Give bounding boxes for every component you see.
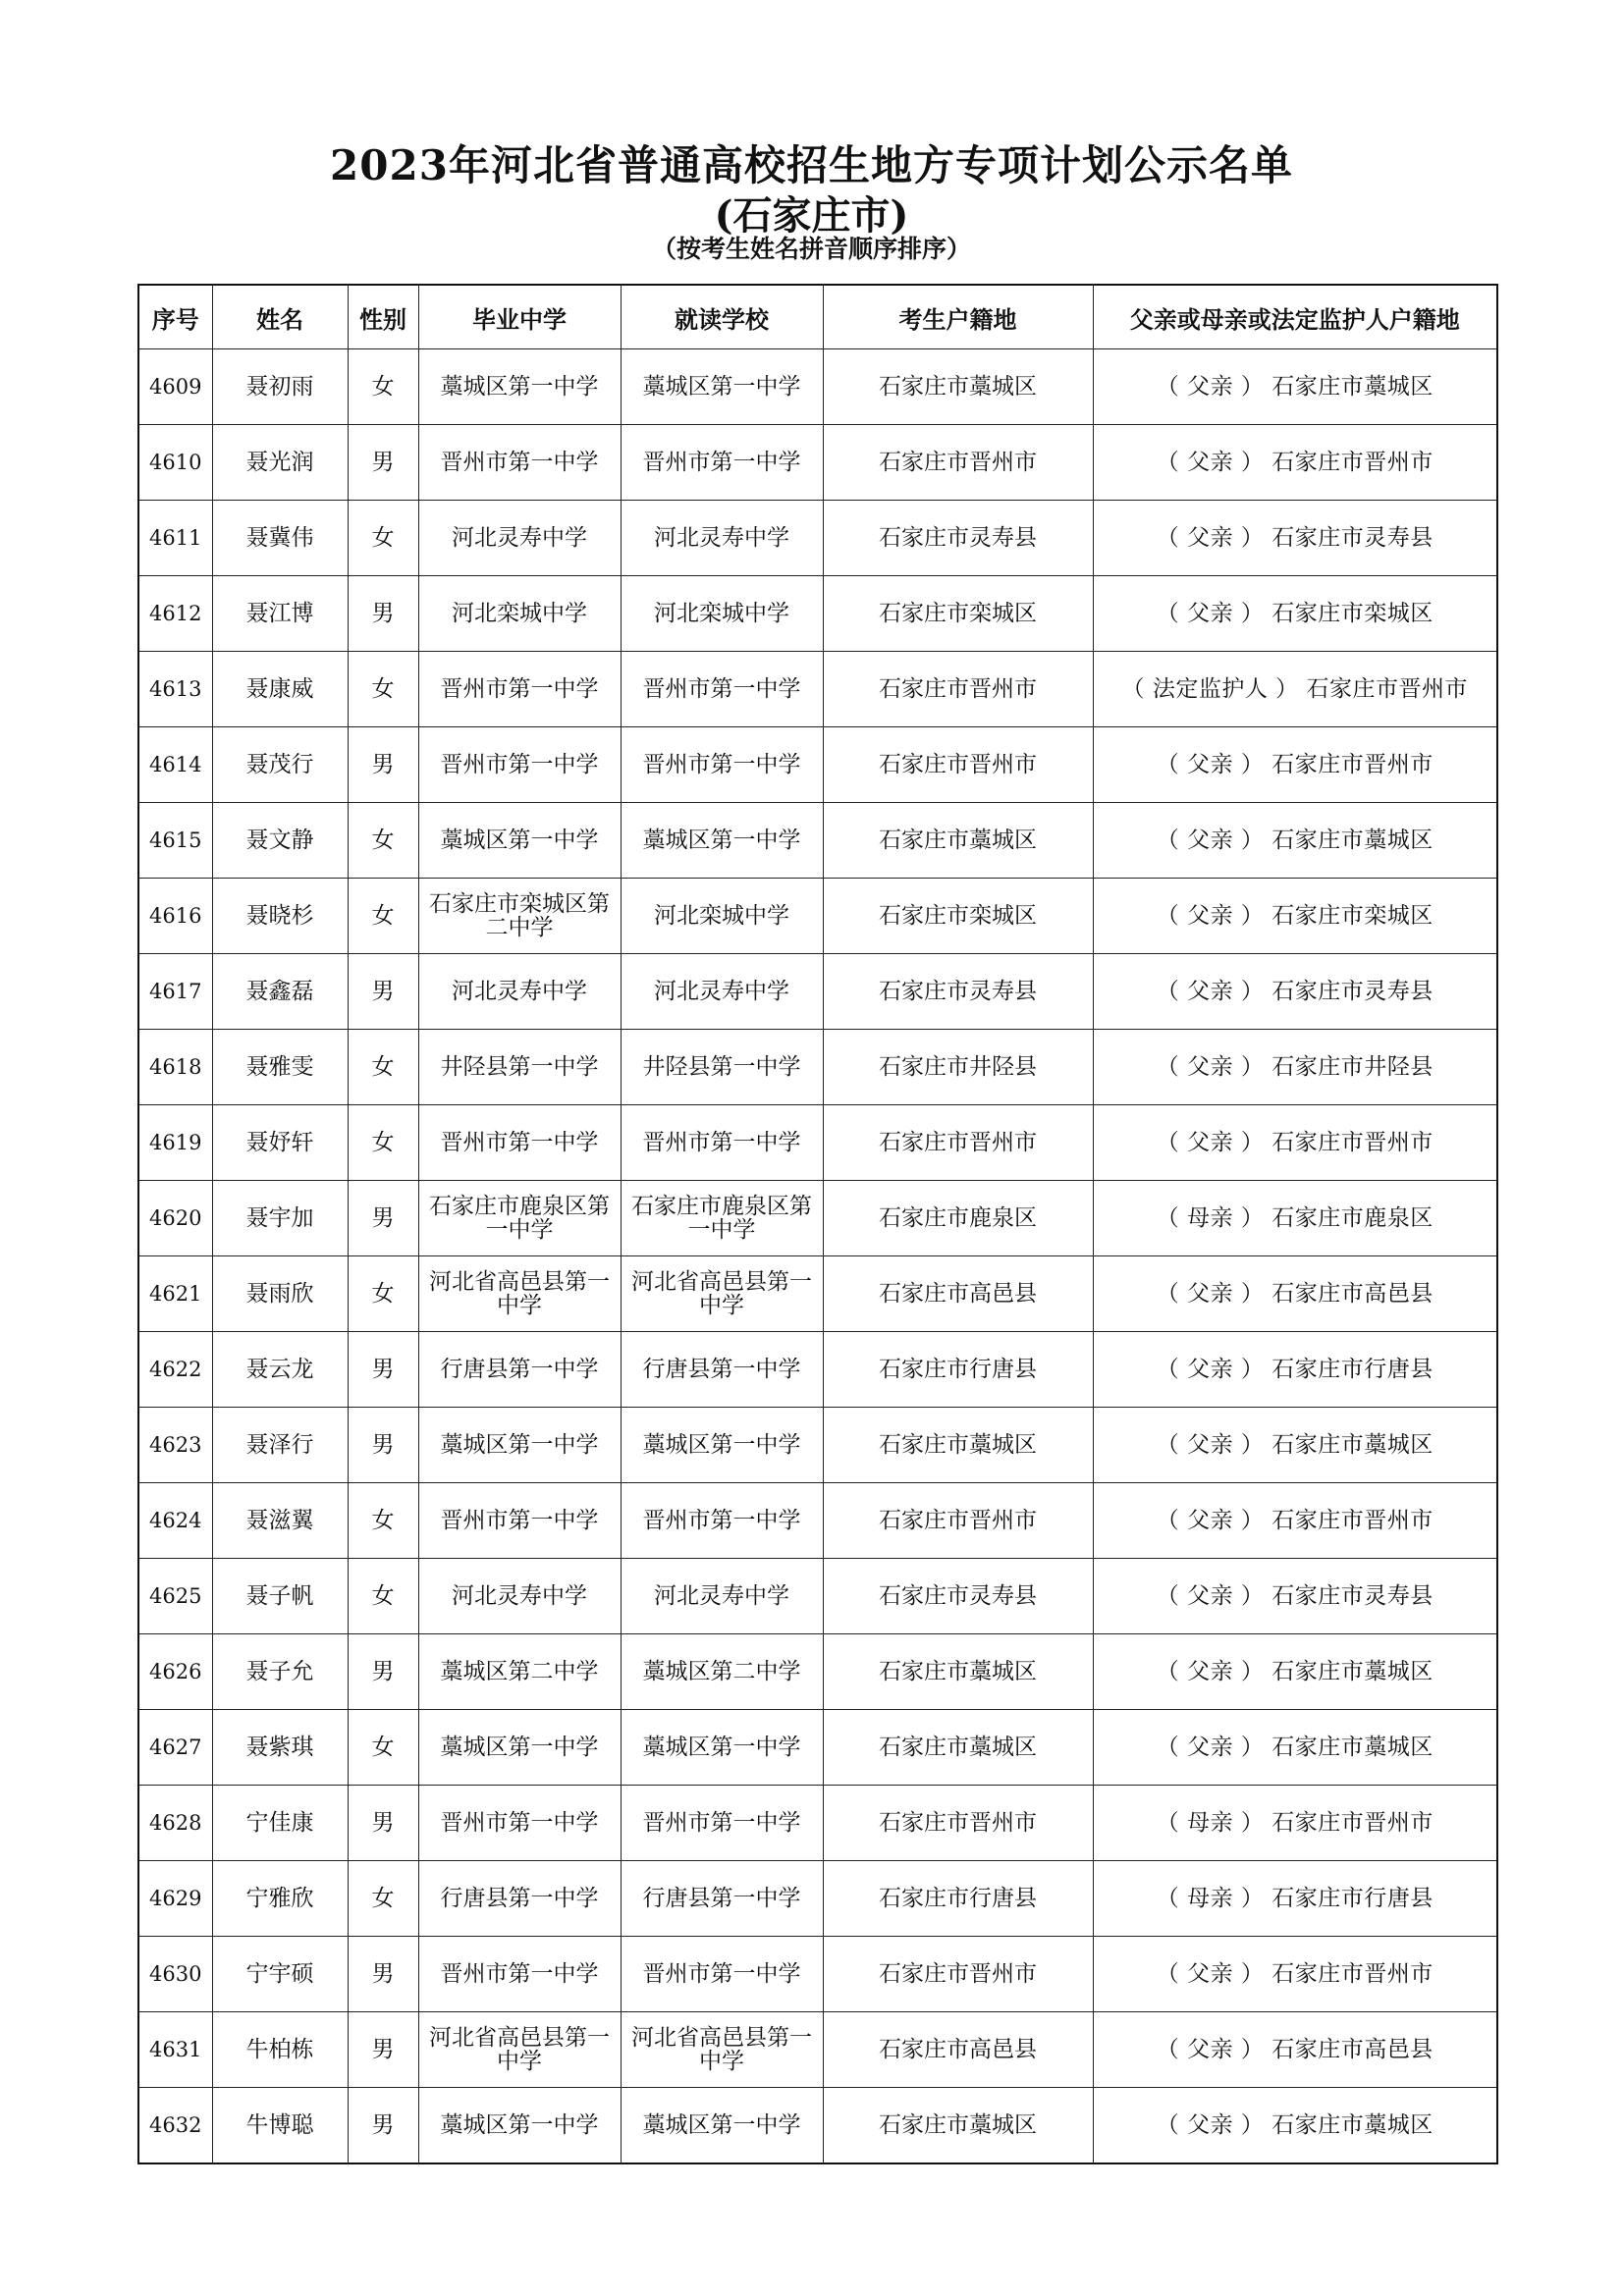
row-grad-school: 藁城区第一中学: [418, 1408, 621, 1483]
row-name: 宁宇硕: [212, 1937, 348, 2012]
row-gender: 女: [348, 1483, 418, 1559]
row-guardian-hukou: （ 父亲 ） 石家庄市晋州市: [1093, 1105, 1497, 1181]
row-gender: 男: [348, 2012, 418, 2088]
row-guardian-hukou: （ 父亲 ） 石家庄市灵寿县: [1093, 1559, 1497, 1634]
row-guardian-hukou: （ 父亲 ） 石家庄市栾城区: [1093, 879, 1497, 954]
row-guardian-hukou: （ 父亲 ） 石家庄市井陉县: [1093, 1030, 1497, 1105]
row-gender: 女: [348, 652, 418, 727]
row-guardian-hukou: （ 父亲 ） 石家庄市藁城区: [1093, 803, 1497, 879]
table-row: [138, 954, 1497, 1030]
row-hukou: 石家庄市晋州市: [823, 1483, 1093, 1559]
row-gender: 男: [348, 2088, 418, 2164]
row-id: 4618: [138, 1030, 212, 1105]
row-name: 聂初雨: [212, 349, 348, 425]
row-hukou: 石家庄市藁城区: [823, 1710, 1093, 1786]
row-name: 聂光润: [212, 425, 348, 501]
row-current-school: 河北灵寿中学: [621, 1559, 823, 1634]
row-current-school: 井陉县第一中学: [621, 1030, 823, 1105]
row-name: 聂冀伟: [212, 501, 348, 576]
row-grad-school: 藁城区第二中学: [418, 1634, 621, 1710]
table-row: [138, 727, 1497, 803]
row-id: 4617: [138, 954, 212, 1030]
row-name: 聂子允: [212, 1634, 348, 1710]
row-name: 聂宇加: [212, 1181, 348, 1256]
row-grad-school: 河北省高邑县第一中学: [418, 1256, 621, 1332]
row-gender: 男: [348, 1937, 418, 2012]
row-gender: 女: [348, 1256, 418, 1332]
row-grad-school: 井陉县第一中学: [418, 1030, 621, 1105]
row-name: 聂雨欣: [212, 1256, 348, 1332]
table-row: [138, 2088, 1497, 2164]
row-guardian-hukou: （ 父亲 ） 石家庄市晋州市: [1093, 425, 1497, 501]
row-guardian-hukou: （ 母亲 ） 石家庄市晋州市: [1093, 1786, 1497, 1861]
row-current-school: 藁城区第一中学: [621, 2088, 823, 2164]
row-hukou: 石家庄市高邑县: [823, 1256, 1093, 1332]
table-row: [138, 1710, 1497, 1786]
row-name: 聂晓杉: [212, 879, 348, 954]
table-row: [138, 652, 1497, 727]
row-current-school: 晋州市第一中学: [621, 425, 823, 501]
row-grad-school: 藁城区第一中学: [418, 1710, 621, 1786]
row-hukou: 石家庄市藁城区: [823, 2088, 1093, 2164]
row-name: 聂泽行: [212, 1408, 348, 1483]
row-name: 聂云龙: [212, 1332, 348, 1408]
row-guardian-hukou: （ 父亲 ） 石家庄市藁城区: [1093, 1408, 1497, 1483]
row-guardian-hukou: （ 父亲 ） 石家庄市栾城区: [1093, 576, 1497, 652]
row-gender: 女: [348, 1559, 418, 1634]
row-current-school: 行唐县第一中学: [621, 1861, 823, 1937]
row-hukou: 石家庄市藁城区: [823, 1408, 1093, 1483]
row-current-school: 石家庄市鹿泉区第一中学: [621, 1181, 823, 1256]
row-gender: 男: [348, 425, 418, 501]
row-gender: 男: [348, 1634, 418, 1710]
row-grad-school: 藁城区第一中学: [418, 349, 621, 425]
table-row: [138, 803, 1497, 879]
row-id: 4624: [138, 1483, 212, 1559]
row-name: 聂鑫磊: [212, 954, 348, 1030]
row-grad-school: 藁城区第一中学: [418, 2088, 621, 2164]
row-hukou: 石家庄市藁城区: [823, 803, 1093, 879]
row-id: 4623: [138, 1408, 212, 1483]
row-gender: 女: [348, 1710, 418, 1786]
row-name: 聂子帆: [212, 1559, 348, 1634]
row-hukou: 石家庄市藁城区: [823, 1634, 1093, 1710]
col-header-name: 姓名: [212, 285, 348, 349]
row-current-school: 藁城区第一中学: [621, 803, 823, 879]
col-header-guardian-hukou: 父亲或母亲或法定监护人户籍地: [1093, 285, 1497, 349]
row-name: 聂滋翼: [212, 1483, 348, 1559]
row-hukou: 石家庄市栾城区: [823, 576, 1093, 652]
row-name: 宁佳康: [212, 1786, 348, 1861]
row-guardian-hukou: （ 母亲 ） 石家庄市行唐县: [1093, 1861, 1497, 1937]
row-id: 4625: [138, 1559, 212, 1634]
row-current-school: 河北栾城中学: [621, 576, 823, 652]
table-row: [138, 501, 1497, 576]
row-grad-school: 河北灵寿中学: [418, 954, 621, 1030]
row-gender: 女: [348, 349, 418, 425]
row-id: 4632: [138, 2088, 212, 2164]
row-grad-school: 河北栾城中学: [418, 576, 621, 652]
row-grad-school: 藁城区第一中学: [418, 803, 621, 879]
row-id: 4611: [138, 501, 212, 576]
candidate-table: [137, 284, 1498, 2164]
row-hukou: 石家庄市鹿泉区: [823, 1181, 1093, 1256]
row-id: 4616: [138, 879, 212, 954]
row-guardian-hukou: （ 父亲 ） 石家庄市灵寿县: [1093, 954, 1497, 1030]
sort-note: （按考生姓名拼音顺序排序）: [651, 235, 971, 263]
col-header-current-school: 就读学校: [621, 285, 823, 349]
row-guardian-hukou: （ 父亲 ） 石家庄市藁城区: [1093, 2088, 1497, 2164]
row-current-school: 藁城区第一中学: [621, 1408, 823, 1483]
row-gender: 女: [348, 1105, 418, 1181]
col-header-id: 序号: [138, 285, 212, 349]
row-hukou: 石家庄市晋州市: [823, 652, 1093, 727]
row-hukou: 石家庄市井陉县: [823, 1030, 1093, 1105]
row-hukou: 石家庄市藁城区: [823, 349, 1093, 425]
row-id: 4614: [138, 727, 212, 803]
row-current-school: 晋州市第一中学: [621, 727, 823, 803]
row-grad-school: 晋州市第一中学: [418, 1786, 621, 1861]
row-current-school: 河北灵寿中学: [621, 954, 823, 1030]
col-header-gender: 性别: [348, 285, 418, 349]
table-row: [138, 1861, 1497, 1937]
row-grad-school: 晋州市第一中学: [418, 652, 621, 727]
row-id: 4628: [138, 1786, 212, 1861]
row-name: 聂紫琪: [212, 1710, 348, 1786]
row-id: 4619: [138, 1105, 212, 1181]
row-id: 4630: [138, 1937, 212, 2012]
row-grad-school: 河北省高邑县第一中学: [418, 2012, 621, 2088]
row-grad-school: 晋州市第一中学: [418, 1105, 621, 1181]
row-hukou: 石家庄市灵寿县: [823, 1559, 1093, 1634]
row-gender: 男: [348, 727, 418, 803]
row-current-school: 晋州市第一中学: [621, 652, 823, 727]
row-current-school: 晋州市第一中学: [621, 1483, 823, 1559]
table-row: [138, 1786, 1497, 1861]
table-header-row: [138, 285, 1497, 349]
row-id: 4620: [138, 1181, 212, 1256]
table-row: [138, 1634, 1497, 1710]
row-guardian-hukou: （ 父亲 ） 石家庄市藁城区: [1093, 1634, 1497, 1710]
row-id: 4627: [138, 1710, 212, 1786]
row-hukou: 石家庄市灵寿县: [823, 954, 1093, 1030]
row-gender: 男: [348, 1408, 418, 1483]
row-name: 聂妤轩: [212, 1105, 348, 1181]
table-row: [138, 1105, 1497, 1181]
row-hukou: 石家庄市高邑县: [823, 2012, 1093, 2088]
row-gender: 男: [348, 954, 418, 1030]
row-grad-school: 晋州市第一中学: [418, 425, 621, 501]
row-guardian-hukou: （ 父亲 ） 石家庄市晋州市: [1093, 1937, 1497, 2012]
row-guardian-hukou: （ 父亲 ） 石家庄市藁城区: [1093, 349, 1497, 425]
page-title: 2023年河北省普通高校招生地方专项计划公示名单: [330, 141, 1293, 189]
row-gender: 女: [348, 803, 418, 879]
table-row: [138, 349, 1497, 425]
table-row: [138, 1559, 1497, 1634]
row-gender: 女: [348, 1861, 418, 1937]
row-hukou: 石家庄市晋州市: [823, 1786, 1093, 1861]
table-row: [138, 2012, 1497, 2088]
row-grad-school: 河北灵寿中学: [418, 501, 621, 576]
col-header-grad-school: 毕业中学: [418, 285, 621, 349]
row-hukou: 石家庄市晋州市: [823, 727, 1093, 803]
row-current-school: 河北省高邑县第一中学: [621, 2012, 823, 2088]
row-name: 聂茂行: [212, 727, 348, 803]
table-row: [138, 1332, 1497, 1408]
row-current-school: 晋州市第一中学: [621, 1786, 823, 1861]
row-guardian-hukou: （ 父亲 ） 石家庄市晋州市: [1093, 727, 1497, 803]
row-name: 聂雅雯: [212, 1030, 348, 1105]
row-id: 4626: [138, 1634, 212, 1710]
row-hukou: 石家庄市行唐县: [823, 1861, 1093, 1937]
page-subtitle: (石家庄市): [714, 192, 909, 239]
row-name: 聂江博: [212, 576, 348, 652]
row-name: 牛博聪: [212, 2088, 348, 2164]
row-gender: 男: [348, 576, 418, 652]
row-guardian-hukou: （ 父亲 ） 石家庄市高邑县: [1093, 2012, 1497, 2088]
row-grad-school: 石家庄市鹿泉区第一中学: [418, 1181, 621, 1256]
row-guardian-hukou: （ 父亲 ） 石家庄市行唐县: [1093, 1332, 1497, 1408]
row-guardian-hukou: （ 母亲 ） 石家庄市鹿泉区: [1093, 1181, 1497, 1256]
row-gender: 女: [348, 1030, 418, 1105]
row-current-school: 晋州市第一中学: [621, 1105, 823, 1181]
row-hukou: 石家庄市灵寿县: [823, 501, 1093, 576]
table-row: [138, 1256, 1497, 1332]
row-name: 聂文静: [212, 803, 348, 879]
table-row: [138, 1030, 1497, 1105]
row-grad-school: 晋州市第一中学: [418, 727, 621, 803]
table-row: [138, 425, 1497, 501]
row-grad-school: 行唐县第一中学: [418, 1332, 621, 1408]
row-grad-school: 河北灵寿中学: [418, 1559, 621, 1634]
row-current-school: 河北省高邑县第一中学: [621, 1256, 823, 1332]
row-current-school: 藁城区第一中学: [621, 349, 823, 425]
row-gender: 男: [348, 1786, 418, 1861]
row-name: 牛柏栋: [212, 2012, 348, 2088]
row-hukou: 石家庄市行唐县: [823, 1332, 1093, 1408]
row-grad-school: 晋州市第一中学: [418, 1483, 621, 1559]
col-header-hukou: 考生户籍地: [823, 285, 1093, 349]
row-gender: 男: [348, 1181, 418, 1256]
row-grad-school: 石家庄市栾城区第二中学: [418, 879, 621, 954]
row-id: 4629: [138, 1861, 212, 1937]
table-row: [138, 879, 1497, 954]
row-current-school: 行唐县第一中学: [621, 1332, 823, 1408]
row-gender: 女: [348, 879, 418, 954]
row-name: 宁雅欣: [212, 1861, 348, 1937]
row-guardian-hukou: （ 父亲 ） 石家庄市高邑县: [1093, 1256, 1497, 1332]
row-current-school: 河北栾城中学: [621, 879, 823, 954]
row-hukou: 石家庄市晋州市: [823, 425, 1093, 501]
row-guardian-hukou: （ 父亲 ） 石家庄市灵寿县: [1093, 501, 1497, 576]
row-hukou: 石家庄市晋州市: [823, 1105, 1093, 1181]
row-id: 4612: [138, 576, 212, 652]
row-guardian-hukou: （ 父亲 ） 石家庄市藁城区: [1093, 1710, 1497, 1786]
row-current-school: 晋州市第一中学: [621, 1937, 823, 2012]
row-name: 聂康威: [212, 652, 348, 727]
table-row: [138, 1937, 1497, 2012]
table-row: [138, 1408, 1497, 1483]
row-id: 4622: [138, 1332, 212, 1408]
row-guardian-hukou: （ 法定监护人 ） 石家庄市晋州市: [1093, 652, 1497, 727]
row-gender: 女: [348, 501, 418, 576]
row-current-school: 河北灵寿中学: [621, 501, 823, 576]
row-gender: 男: [348, 1332, 418, 1408]
row-hukou: 石家庄市晋州市: [823, 1937, 1093, 2012]
table-row: [138, 1181, 1497, 1256]
row-grad-school: 行唐县第一中学: [418, 1861, 621, 1937]
table-row: [138, 1483, 1497, 1559]
row-id: 4631: [138, 2012, 212, 2088]
row-id: 4610: [138, 425, 212, 501]
row-id: 4615: [138, 803, 212, 879]
table-row: [138, 576, 1497, 652]
row-guardian-hukou: （ 父亲 ） 石家庄市晋州市: [1093, 1483, 1497, 1559]
row-id: 4613: [138, 652, 212, 727]
row-grad-school: 晋州市第一中学: [418, 1937, 621, 2012]
row-hukou: 石家庄市栾城区: [823, 879, 1093, 954]
row-current-school: 藁城区第一中学: [621, 1710, 823, 1786]
row-id: 4621: [138, 1256, 212, 1332]
row-current-school: 藁城区第二中学: [621, 1634, 823, 1710]
row-id: 4609: [138, 349, 212, 425]
